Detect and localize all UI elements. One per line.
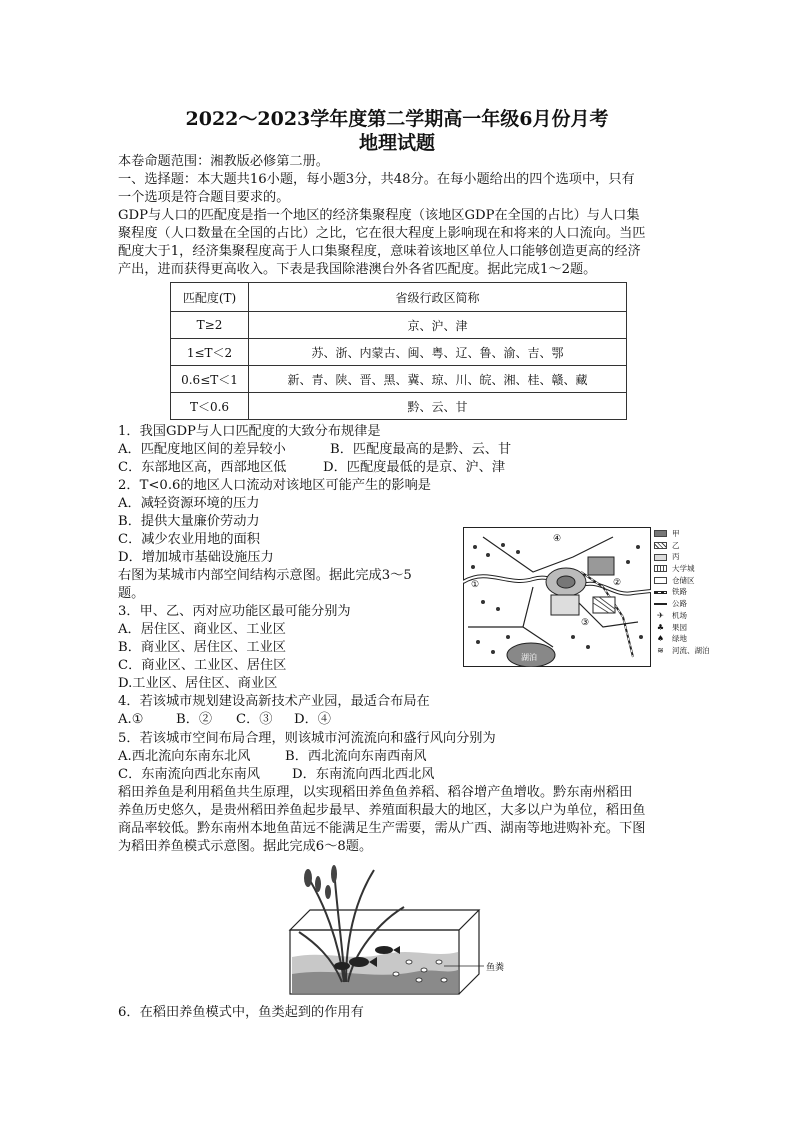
railway-symbol xyxy=(654,591,667,594)
table-cell: 0.6≤T＜1 xyxy=(171,366,249,393)
table-cell: 苏、浙、内蒙古、闽、粤、辽、鲁、渝、吉、鄂 xyxy=(249,339,627,366)
table-row xyxy=(171,339,627,366)
legend-item xyxy=(654,586,710,598)
page-subtitle: 地理试题 xyxy=(358,132,435,154)
passage3-line: 商品率较低。黔东南州本地鱼苗远不能满足生产需要，需从广西、湖南等地进购补充。下图 xyxy=(118,821,646,836)
legend-label: 大学城 xyxy=(672,564,695,574)
q1-option-d[interactable]: D．匹配度最低的是京、沪、津 xyxy=(323,460,506,475)
q1-stem: 1．我国GDP与人口匹配度的大致分布规律是 xyxy=(118,424,381,439)
q1-options-row1 xyxy=(118,441,511,458)
q1-option-b[interactable]: B．匹配度最高的是黔、云、甘 xyxy=(330,442,512,457)
legend-item xyxy=(654,540,710,552)
legend-label: 甲 xyxy=(672,529,680,538)
q2-option-b[interactable]: B．提供大量廉价劳动力 xyxy=(118,514,260,529)
legend-item xyxy=(654,551,710,563)
legend-label: 果园 xyxy=(672,622,687,632)
airplane-icon: ✈ xyxy=(657,610,664,620)
legend-label: 铁路 xyxy=(672,587,687,597)
q2-option-a[interactable]: A．减轻资源环境的压力 xyxy=(118,496,260,511)
q4-option-b[interactable]: B．② xyxy=(176,712,213,727)
table-cell: 新、青、陕、晋、黑、冀、琼、川、皖、湘、桂、赣、藏 xyxy=(249,366,627,393)
legend-label: 机场 xyxy=(672,610,687,620)
scope-note: 本卷命题范围：湘教版必修第二册。 xyxy=(118,154,329,169)
table-header-cell: 匹配度(T) xyxy=(171,283,249,312)
q4-option-d[interactable]: D．④ xyxy=(294,712,331,727)
q5-options-row1 xyxy=(118,748,427,765)
q5-options-row2 xyxy=(118,766,434,783)
rice-fish-diagram xyxy=(284,862,519,997)
legend-swatch xyxy=(654,565,667,572)
passage3-line: 稻田养鱼是利用稻鱼共生原理，以实现稻田养鱼鱼养稻、稻谷增产鱼增收。黔东南州稻田 xyxy=(118,785,633,800)
q4-options xyxy=(118,711,331,728)
legend-label: 绿地 xyxy=(672,634,687,644)
legend-item xyxy=(654,633,710,645)
legend-label: 仓储区 xyxy=(672,575,695,585)
legend-swatch xyxy=(654,530,667,537)
legend-item xyxy=(654,622,710,634)
table-cell: T≥2 xyxy=(171,312,249,339)
q1-option-a[interactable]: A．匹配度地区间的差异较小 xyxy=(118,442,286,457)
map-number: ① xyxy=(471,580,480,590)
q2-option-d[interactable]: D．增加城市基础设施压力 xyxy=(118,550,274,565)
q3-stem: 3．甲、乙、丙对应功能区最可能分别为 xyxy=(118,604,351,619)
q4-stem: 4．若该城市规划建设高新技术产业园，最适合布局在 xyxy=(118,694,430,709)
fish-dung-label: 鱼粪 xyxy=(486,963,505,973)
map-number: ③ xyxy=(581,618,590,628)
river-lake-icon: ≋ xyxy=(657,645,664,655)
legend-item xyxy=(654,598,710,610)
q4-option-a[interactable]: A.① xyxy=(118,712,144,727)
road-symbol xyxy=(654,603,667,605)
page-title: 2022～2023学年度第二学期高一年级6月份月考 xyxy=(185,108,609,130)
q5-option-d[interactable]: D．东南流向西北西北风 xyxy=(292,767,435,782)
q3-option-b[interactable]: B．商业区、居住区、工业区 xyxy=(118,640,286,655)
passage1-line: 配度大于1，经济集聚程度高于人口集聚程度，意味着该地区单位人口能够创造更高的经济 xyxy=(118,244,641,259)
q2-stem: 2．T<0.6的地区人口流动对该地区可能产生的影响是 xyxy=(118,478,431,493)
q5-stem: 5．若该城市空间布局合理，则该城市河流流向和盛行风向分别为 xyxy=(118,731,496,746)
legend-item xyxy=(654,575,710,587)
legend-label: 河流、湖泊 xyxy=(672,645,710,655)
q1-option-c[interactable]: C．东部地区高，西部地区低 xyxy=(118,460,287,475)
legend-swatch xyxy=(654,542,667,549)
passage3-line: 养鱼历史悠久，是贵州稻田养鱼起步最早、养殖面积最大的地区，大多以户为单位，稻田鱼 xyxy=(118,803,646,818)
q2-option-c[interactable]: C．减少农业用地的面积 xyxy=(118,532,260,547)
map-number: ② xyxy=(613,578,622,588)
map-legend xyxy=(654,528,710,657)
q5-option-c[interactable]: C．东南流向西北东南风 xyxy=(118,767,260,782)
legend-swatch xyxy=(654,577,667,584)
passage1-line: 聚程度（人口数量在全国的占比）之比，它在很大程度上影响现在和将来的人口流向。当匹 xyxy=(118,226,646,241)
legend-label: 乙 xyxy=(672,540,680,550)
city-structure-map xyxy=(463,527,651,667)
lake-label: 湖泊 xyxy=(521,653,537,662)
legend-swatch xyxy=(654,554,667,561)
section1-instruction-l1: 一、选择题：本大题共16小题，每小题3分，共48分。在每小题给出的四个选项中，只有 xyxy=(118,172,635,187)
table-cell: 京、沪、津 xyxy=(249,312,627,339)
passage2-line: 题。 xyxy=(118,586,145,601)
q5-option-a[interactable]: A.西北流向东南东北风 xyxy=(118,749,251,764)
table-row xyxy=(171,366,627,393)
legend-label: 丙 xyxy=(672,552,680,562)
table-header-row xyxy=(171,283,627,312)
greenland-icon: ♠ xyxy=(656,634,665,644)
q3-option-a[interactable]: A．居住区、商业区、工业区 xyxy=(118,622,286,637)
table-cell: 1≤T＜2 xyxy=(171,339,249,366)
q3-option-c[interactable]: C．商业区、工业区、居住区 xyxy=(118,658,287,673)
legend-item xyxy=(654,610,710,622)
table-cell: 黔、云、甘 xyxy=(249,393,627,420)
legend-label: 公路 xyxy=(672,599,687,609)
passage1-line: GDP与人口的匹配度是指一个地区的经济集聚程度（该地区GDP在全国的占比）与人口集 xyxy=(118,208,640,223)
passage2-line: 右图为某城市内部空间结构示意图。据此完成3～5 xyxy=(118,568,412,583)
legend-item xyxy=(654,528,710,540)
table-header-cell: 省级行政区简称 xyxy=(249,283,627,312)
table-row xyxy=(171,312,627,339)
legend-item xyxy=(654,563,710,575)
passage1-line: 产出，进而获得更高收入。下表是我国除港澳台外各省匹配度。据此完成1～2题。 xyxy=(118,262,597,277)
map-number: ④ xyxy=(553,534,562,544)
match-degree-table xyxy=(170,282,627,420)
q5-option-b[interactable]: B．西北流向东南西南风 xyxy=(285,749,427,764)
q4-option-c[interactable]: C．③ xyxy=(236,712,273,727)
table-cell: T＜0.6 xyxy=(171,393,249,420)
orchard-icon: ♣ xyxy=(656,622,665,632)
section1-instruction-l2: 一个选项是符合题目要求的。 xyxy=(118,190,290,205)
passage3-line: 为稻田养鱼模式示意图。据此完成6～8题。 xyxy=(118,839,373,854)
table-row xyxy=(171,393,627,420)
q3-option-d[interactable]: D.工业区、居住区、商业区 xyxy=(118,676,278,691)
q6-stem: 6．在稻田养鱼模式中，鱼类起到的作用有 xyxy=(118,1005,364,1020)
legend-item xyxy=(654,645,710,657)
q1-options-row2 xyxy=(118,459,505,476)
